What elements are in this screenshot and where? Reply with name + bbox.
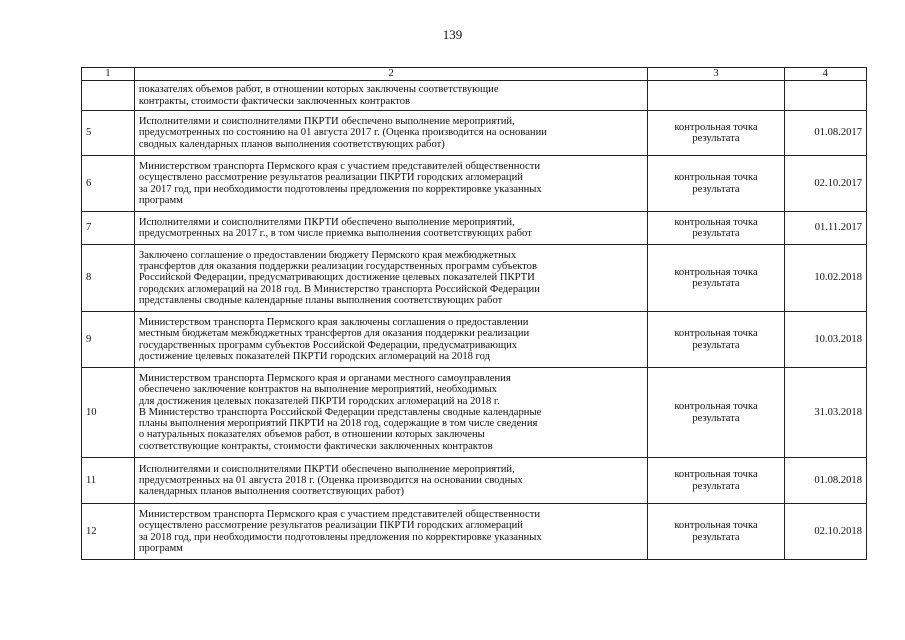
- row-date: 10.02.2018: [784, 245, 866, 312]
- description-line: Министерством транспорта Пермского края заключены соглашения о предоставлении: [138, 316, 529, 328]
- description-line: программ: [138, 194, 183, 206]
- row-number: 11: [82, 458, 135, 504]
- row-date: [784, 81, 866, 111]
- schedule-table: [81, 67, 867, 560]
- table-row: [82, 245, 867, 312]
- description-line: Российской Федерации, предусматривающих достижение целевых показателей ПКРТИ: [138, 272, 535, 284]
- description-line: Министерством транспорта Пермского края с участием представителей общественности: [138, 508, 541, 520]
- row-number: 6: [82, 156, 135, 212]
- description-line: Министерством транспорта Пермского края с участием представителей общественности: [138, 160, 541, 172]
- row-type: [648, 504, 784, 560]
- description-line: трансфертов для оказания поддержки реализации государственных программ субъектов: [138, 261, 537, 273]
- type-line: результата: [692, 412, 740, 424]
- description-line: за 2018 год, при необходимости подготовлены предложения по корректировке указанных: [138, 531, 542, 543]
- type-line: контрольная точка: [674, 401, 758, 413]
- type-line: контрольная точка: [674, 520, 758, 532]
- row-number: 5: [82, 111, 135, 156]
- header-col-2: 2: [134, 68, 648, 81]
- row-date: 01.11.2017: [784, 212, 866, 245]
- type-line: контрольная точка: [674, 216, 758, 228]
- description-line: Исполнителями и соисполнителями ПКРТИ обеспечено выполнение мероприятий,: [138, 463, 515, 475]
- table-header-row: [82, 68, 867, 81]
- description-line: представлены сводные календарные планы выполнения соответствующих работ: [138, 294, 503, 306]
- type-line: результата: [692, 480, 740, 492]
- description-line: за 2017 год, при необходимости подготовлены предложения по корректировке указанных: [138, 183, 542, 195]
- table-row: [82, 368, 867, 458]
- description-line: городских агломераций на 2018 год. В Министерство транспорта Российской Федерации: [138, 283, 540, 295]
- description-line: предусмотренных по состоянию на 01 августа 2017 г. (Оценка производится на основании: [138, 127, 547, 139]
- type-line: контрольная точка: [674, 121, 758, 133]
- description-line: сводных календарных планов выполнения соответствующих работ): [138, 138, 445, 150]
- description-line: для достижения целевых показателей ПКРТИ городских агломераций на 2018 г.: [138, 395, 500, 407]
- row-description: [134, 312, 648, 368]
- description-line: показателях объемов работ, в отношении которых заключены соответствующие: [138, 84, 499, 96]
- description-line: обеспечено заключение контрактов на выполнение мероприятий, необходимых: [138, 384, 497, 396]
- table-row: [82, 458, 867, 504]
- description-line: Министерством транспорта Пермского края и органами местного самоуправления: [138, 372, 511, 384]
- type-line: контрольная точка: [674, 328, 758, 340]
- row-date: 01.08.2017: [784, 111, 866, 156]
- type-line: контрольная точка: [674, 469, 758, 481]
- row-number: 8: [82, 245, 135, 312]
- type-line: результата: [692, 228, 740, 239]
- row-date: 01.08.2018: [784, 458, 866, 504]
- table-row: [82, 212, 867, 245]
- description-line: программ: [138, 542, 183, 554]
- row-number: 10: [82, 368, 135, 458]
- row-date: 10.03.2018: [784, 312, 866, 368]
- row-type: [648, 81, 784, 111]
- row-number: [82, 81, 135, 111]
- row-date: 02.10.2018: [784, 504, 866, 560]
- description-line: Заключено соглашение о предоставлении бюджету Пермского края межбюджетных: [138, 249, 517, 261]
- description-line: календарных планов выполнения соответствующих работ): [138, 486, 405, 498]
- description-line: местным бюджетам межбюджетных трансфертов для оказания поддержки реализации: [138, 328, 530, 340]
- table-row: [82, 312, 867, 368]
- description-line: государственных программ субъектов Российской Федерации, предусматривающих: [138, 339, 518, 351]
- type-line: результата: [692, 278, 740, 289]
- row-type: [648, 458, 784, 504]
- table-row: [82, 504, 867, 560]
- row-number: 12: [82, 504, 135, 560]
- page-number: 139: [442, 27, 463, 42]
- description-line: достижение целевых показателей ПКРТИ городских агломераций на 2018 год: [138, 350, 491, 362]
- row-description: [134, 81, 648, 111]
- type-line: результата: [692, 339, 740, 351]
- type-line: результата: [692, 133, 740, 144]
- type-line: контрольная точка: [674, 266, 758, 278]
- type-line: результата: [692, 531, 740, 543]
- description-line: В Министерство транспорта Российской Федерации представлены сводные календарные: [138, 406, 542, 418]
- header-col-3: 3: [648, 68, 784, 81]
- row-description: [134, 368, 648, 458]
- table-row: [82, 111, 867, 156]
- description-line: соответствующие контракты, стоимости фактически заключенных контрактов: [138, 440, 493, 452]
- row-number: 9: [82, 312, 135, 368]
- header-col-4: 4: [784, 68, 866, 81]
- description-line: планы выполнения мероприятий ПКРТИ на 2018 год, содержащие в том числе сведения: [138, 418, 538, 430]
- row-description: [134, 458, 648, 504]
- row-number: 7: [82, 212, 135, 245]
- type-line: результата: [692, 183, 740, 195]
- type-line: контрольная точка: [674, 172, 758, 184]
- table-row: [82, 81, 867, 111]
- row-date: 02.10.2017: [784, 156, 866, 212]
- row-type: [648, 212, 784, 245]
- description-line: предусмотренных на 2017 г., в том числе приемка выполнения соответствующих работ: [138, 228, 532, 239]
- description-line: Исполнителями и соисполнителями ПКРТИ обеспечено выполнение мероприятий,: [138, 116, 515, 128]
- header-col-1: 1: [82, 68, 135, 81]
- row-description: [134, 245, 648, 312]
- row-description: [134, 504, 648, 560]
- row-type: [648, 312, 784, 368]
- row-date: 31.03.2018: [784, 368, 866, 458]
- description-line: предусмотренных на 01 августа 2018 г. (Оценка производится на основании сводных: [138, 474, 523, 486]
- description-line: о натуральных показателях объемов работ, в отношении которых заключены: [138, 429, 485, 441]
- row-type: [648, 368, 784, 458]
- row-type: [648, 156, 784, 212]
- row-description: [134, 212, 648, 245]
- row-type: [648, 111, 784, 156]
- row-type: [648, 245, 784, 312]
- row-description: [134, 111, 648, 156]
- row-description: [134, 156, 648, 212]
- description-line: контракты, стоимости фактически заключенных контрактов: [138, 95, 411, 107]
- description-line: осуществлено рассмотрение результатов реализации ПКРТИ городских агломераций: [138, 520, 523, 532]
- table-row: [82, 156, 867, 212]
- description-line: осуществлено рассмотрение результатов реализации ПКРТИ городских агломераций: [138, 172, 523, 184]
- description-line: Исполнителями и соисполнителями ПКРТИ обеспечено выполнение мероприятий,: [138, 216, 515, 228]
